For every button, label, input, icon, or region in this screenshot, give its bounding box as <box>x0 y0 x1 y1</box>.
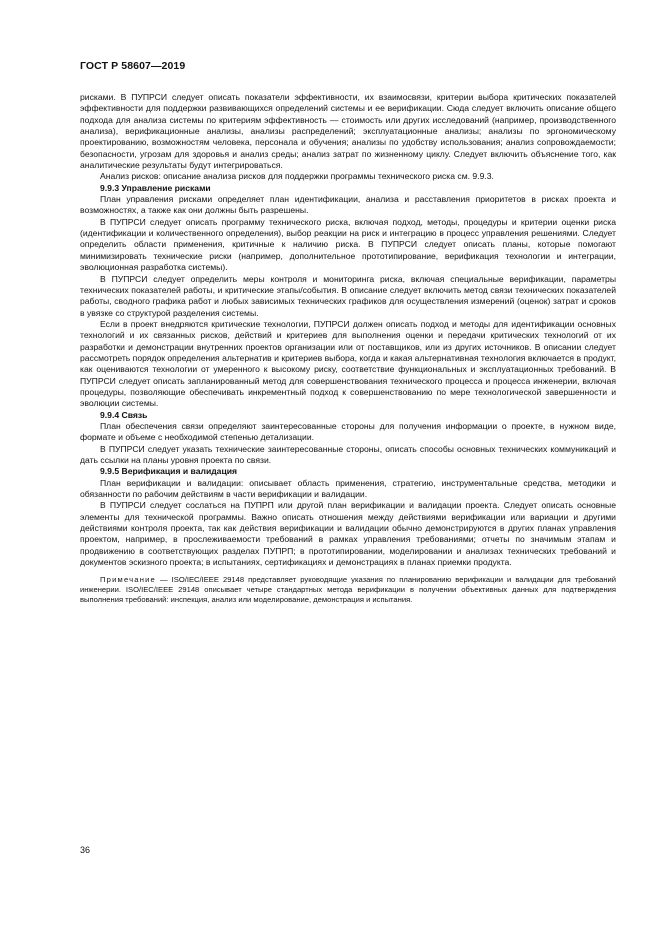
paragraph-5: В ПУПРСИ следует определить меры контроля и мониторинга риска, включая специальные верификации, параметры технических показателей работы, и критические этапы/события. В описание следует включить метод связи технических показателей работы, сводного графика работ и любых зависимых технических графиков для осуществления измерений (оценок) затрат и сроков в увязке со структурой разделения системы. <box>80 273 616 318</box>
paragraph-8: В ПУПРСИ следует указать технические заинтересованные стороны, описать способы основных технических коммуникаций и дать ссылки на планы уровня проекта по связи. <box>80 443 616 465</box>
paragraph-10: В ПУПРСИ следует сослаться на ПУПРП или другой план верификации и валидации проекта. Следует описать основные элементы для технической программы. Важно описать отношения между действиями верификации или вариации и другими действиями контроля проекта, так как действия верификации и валидации обычно демонстрируются в других планах управления проектом, например, в прослеживаемости требований в рамках управления требованиями; отчеты по значимым этапам и продвижению в соответствующих разделах ПУПРП; в прототипировании, моделировании и анализах технических требований и документов эскизного проекта; в испытаниях, сертификациях и демонстрациях в планах приемки продукта. <box>80 500 616 568</box>
paragraph-2: Анализ рисков: описание анализа рисков для поддержки программы технического риска см. 9.9.3. <box>100 171 494 182</box>
paragraph-3: План управления рисками определяет план идентификации, анализа и расставления приоритетов в рисках проекта и возможностях, а также как они должны быть разрешены. <box>80 194 616 216</box>
section-heading-9-9-5: 9.9.5 Верификация и валидация <box>100 466 238 477</box>
document-header: ГОСТ Р 58607—2019 <box>80 60 186 72</box>
paragraph-6: Если в проект внедряются критические технологии, ПУПРСИ должен описать подход и методы для идентификации основных технологий и их связанных рисков, действий и критериев для выполнения оценки и передачи критических технологий от их разработки и демонстрации внутренних проектов организации или от поставщиков, или из других источников. В описании следует рассмотреть порядок определения альтернатив и критериев выбора, когда и какая альтернативная технология включается в продукт, как оцениваются технологии от умеренного к высокому риску, соответствие функциональных и эксплуатационных требований. В ПУПРСИ следует описать запланированный метод для совершенствования технического процесса и процесса инженерии, включая процедуры, позволяющие обеспечивать инкрементный подход к совершенствованию по мере технологической завершенности и эволюции системы. <box>80 318 616 409</box>
note-label: Примечание <box>100 575 156 585</box>
section-heading-9-9-3: 9.9.3 Управление рисками <box>100 182 211 193</box>
page-number: 36 <box>80 845 91 855</box>
note-text: — ISO/IEC/IEEE 29148 представляет руководящие указания по планированию верификации и валидации для требований инженерии. ISO/IEC/IEEE 29148 описывает четыре стандартных метода верификации в получении объективных данных для подтверждения выполнения требований: инспекция, анализ или моделирование, демонстрация и испытания. <box>80 575 616 605</box>
paragraph-1: рисками. В ПУПРСИ следует описать показатели эффективности, их взаимосвязи, критерии выбора критических показателей эффективности для поддержки развивающихся определений системы и ее верификации. Сюда следует включить описание общего подхода для анализа системы по критериям эффективность — стоимость или других исследований (например, производственного анализа), верификационные анализы, анализы распределений; эксплуатационные анализы; анализы по эргономическому проектированию, возможностям человека, персонала и обучения; анализы по удобству использования; анализ сопровождаемости; безопасности, угрозам для здоровья и анализ среды; анализ затрат по жизненному циклу. Следует включить объяснение того, как аналитические результаты будут интегрироваться. <box>80 92 616 171</box>
section-heading-9-9-4: 9.9.4 Связь <box>100 409 148 420</box>
paragraph-4: В ПУПРСИ следует описать программу технического риска, включая подход, методы, процедуры и критерии оценки риска (идентификации и количественного определения), выбор реакции на риск и интеграцию в процесс управления решениями. Следует определить области применения, критичные к наличию риска. В ПУПРСИ следует описать планы, которые помогают минимизировать технические риски (например, дополнительное прототипирование, верификация технологии и интеграции, эволюционная разработка системы). <box>80 216 616 273</box>
paragraph-7: План обеспечения связи определяют заинтересованные стороны для получения информации о проекте, в нужном виде, формате и объеме с необходимой степенью детализации. <box>80 420 616 443</box>
note-block <box>80 575 616 605</box>
paragraph-9: План верификации и валидации: описывает область применения, стратегию, инструментальные средства, методики и обязанности по рабочим действиям в части верификации и валидации. <box>80 477 616 500</box>
document-body <box>80 92 616 605</box>
